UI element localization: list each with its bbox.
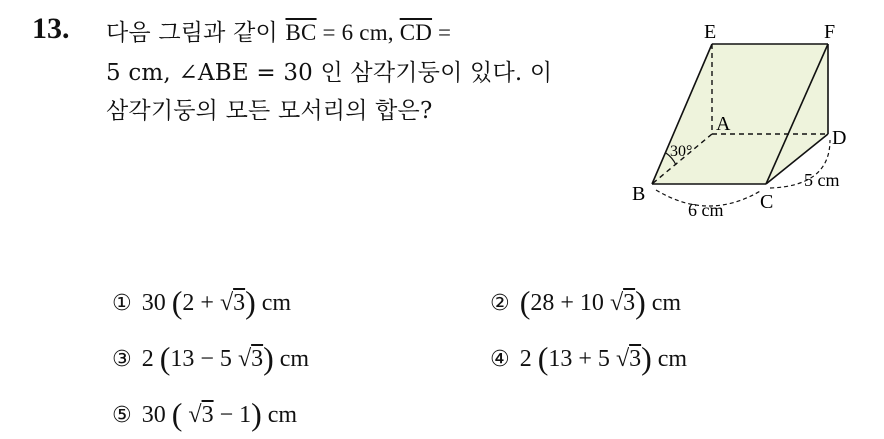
- question-text-part: 다음 그림과 같이: [106, 20, 286, 46]
- vertex-label-f: F: [824, 21, 836, 43]
- radicand: 3: [201, 402, 214, 428]
- choice-mark: ④: [490, 347, 510, 372]
- length-label-bc: 6 cm: [688, 200, 724, 220]
- open-paren: (: [519, 284, 531, 320]
- choice-coefficient: 30: [141, 402, 166, 428]
- radicand: 3: [233, 290, 246, 316]
- question-line-3: 삼각기둥의 모든 모서리의 합은?: [106, 98, 433, 124]
- choice-coefficient: 30: [141, 290, 166, 316]
- choice-3[interactable]: ③ 2 (13 − 5 √3) cm: [112, 340, 310, 376]
- close-paren: ): [263, 340, 274, 376]
- choice-coefficient: 2: [141, 346, 154, 372]
- segment-bc: $\overline{BC}$: [285, 20, 317, 45]
- open-paren: (: [159, 340, 171, 376]
- choice-mark: ⑤: [112, 403, 132, 428]
- open-paren: (: [537, 340, 549, 376]
- choice-unit: cm: [261, 290, 292, 316]
- question-text-part: = 6 cm,: [316, 20, 400, 45]
- vertex-label-a: A: [716, 113, 731, 135]
- close-paren: ): [635, 284, 646, 320]
- angle-label: 30°: [670, 143, 693, 160]
- question-text-part: =: [432, 20, 452, 45]
- close-paren: ): [251, 396, 262, 432]
- radicand: 3: [251, 346, 264, 372]
- close-paren: ): [245, 284, 256, 320]
- choice-expression: 13 + 5: [548, 346, 616, 372]
- choice-coefficient: 2: [519, 346, 532, 372]
- open-paren: (: [171, 284, 183, 320]
- radicand: 3: [629, 346, 642, 372]
- choice-2[interactable]: ② (28 + 10 √3) cm: [490, 284, 682, 320]
- vertex-label-e: E: [704, 21, 717, 43]
- choice-unit: cm: [651, 290, 682, 316]
- choice-unit: cm: [657, 346, 688, 372]
- vertex-label-b: B: [632, 183, 646, 205]
- vertex-label-c: C: [760, 191, 774, 213]
- radicand: 3: [623, 290, 636, 316]
- choice-mark: ②: [490, 291, 510, 316]
- open-paren: (: [171, 396, 183, 432]
- question-line-1: [106, 14, 451, 47]
- choice-mark: ①: [112, 291, 132, 316]
- prism-figure: [620, 18, 870, 228]
- choice-1[interactable]: ① 30 (2 + √3) cm: [112, 284, 292, 320]
- choice-expression: − 1: [213, 402, 252, 428]
- close-paren: ): [641, 340, 652, 376]
- choice-5[interactable]: ⑤ 30 ( √3 − 1) cm: [112, 396, 298, 432]
- length-label-cd: 5 cm: [804, 170, 840, 190]
- choice-mark: ③: [112, 347, 132, 372]
- choice-4[interactable]: ④ 2 (13 + 5 √3) cm: [490, 340, 688, 376]
- choice-expression: 13 − 5: [170, 346, 238, 372]
- question-line-2: 5 cm, ∠ABE = 30 인 삼각기둥이 있다. 이: [106, 60, 553, 86]
- choice-unit: cm: [279, 346, 310, 372]
- segment-cd: $\overline{CD}$: [399, 20, 433, 45]
- choice-expression: 2 +: [182, 290, 220, 316]
- choice-unit: cm: [267, 402, 298, 428]
- vertex-label-d: D: [832, 127, 847, 149]
- question-number: 13.: [32, 12, 70, 45]
- choice-expression: 28 + 10: [530, 290, 610, 316]
- choice-expression: [182, 402, 188, 428]
